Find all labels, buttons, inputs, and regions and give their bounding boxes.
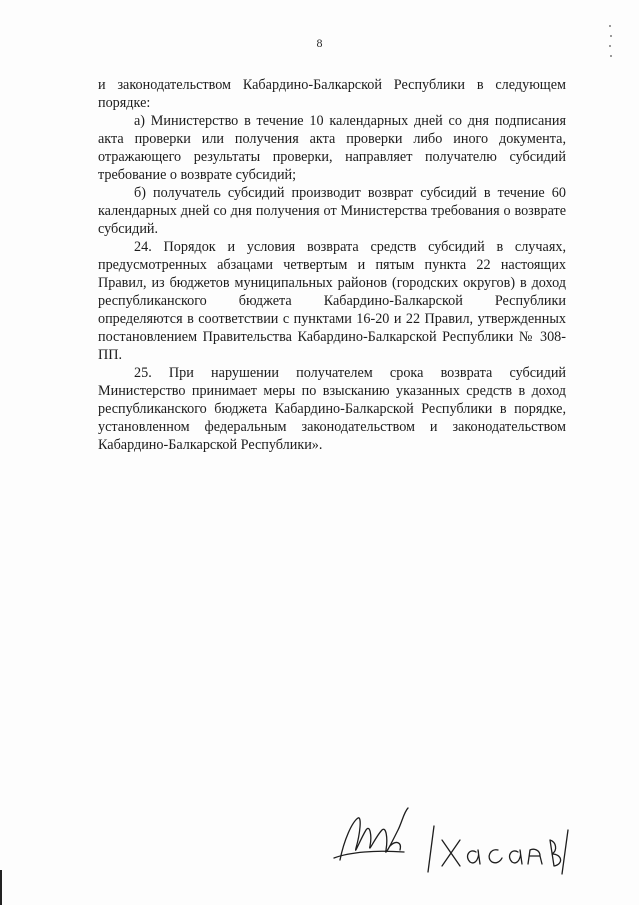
paragraph-intro: и законодательством Кабардино-Балкарской Республики в следующем порядке:: [98, 77, 566, 111]
paragraph-a: а) Министерство в течение 10 календарных дней со дня подписания акта проверки или получения акта проверки либо иного документа, отражающего результаты проверки, направляет получателю субсидий требование о возврате субсидий;: [98, 113, 566, 183]
scan-edge-line: [0, 870, 2, 905]
document-body: [98, 76, 566, 454]
paragraph-24: 24. Порядок и условия возврата средств субсидий в случаях, предусмотренных абзацами четвертым и пятым пункта 22 настоящих Правил, из бюджетов муниципальных районов (городских округов) в доход республиканского бюджета Кабардино-Балкарской Республики определяются в соответствии с пунктами 16-20 и 22 Правил, утвержденных постановлением Правительства Кабардино-Балкарской Республики № 308-ПП.: [98, 239, 566, 363]
handwritten-signature: [330, 800, 570, 880]
paragraph-25: 25. При нарушении получателем срока возврата субсидий Министерство принимает меры по взысканию указанных средств в доход республиканского бюджета Кабардино-Балкарской Республики в порядке, установленном федеральным законодательством и законодательством Кабардино-Балкарской Республики».: [98, 365, 566, 453]
paragraph-b: б) получатель субсидий производит возврат субсидий в течение 60 календарных дней со дня получения от Министерства требования о возврате субсидий.: [98, 185, 566, 237]
page-number: 8: [316, 36, 323, 50]
scan-edge-marks: [605, 22, 615, 62]
